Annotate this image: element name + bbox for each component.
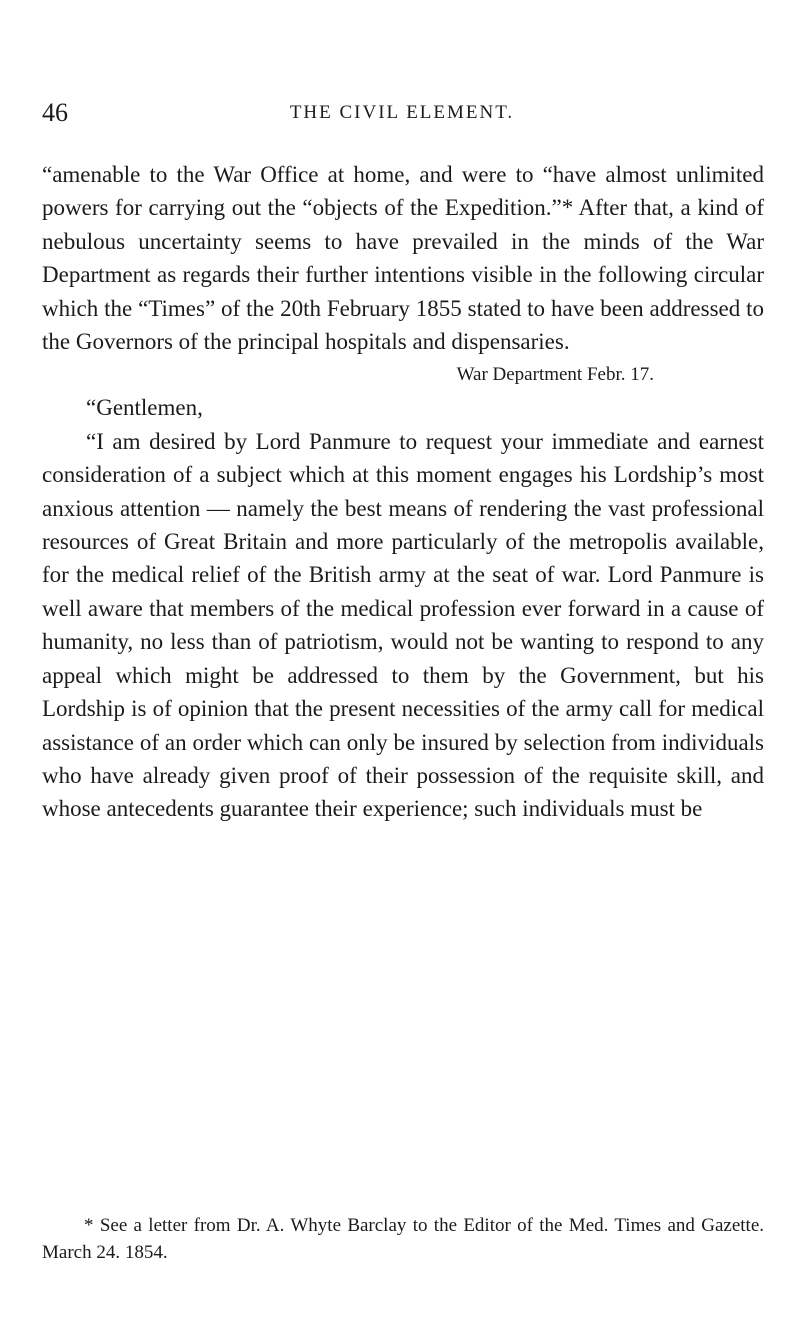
letter-salutation: “Gentlemen, [86, 395, 203, 421]
running-head [42, 98, 762, 138]
paragraph-opening: “amenable to the War Office at home, and were to “have almost unlimited powers for carrying out the “objects of the Expedition.”* After that, a kind of nebulous uncertainty seems to have prevailed in the minds of the War Department as regards their further intentions visible in the following circular which the “Times” of the 20th February 1855 stated to have been addressed to the Governors of the principal hospitals and dispensaries. [42, 162, 764, 355]
letter-body: “I am desired by Lord Panmure to request your immediate and earnest consideration of a subject which at this moment engages his Lordship’s most anxious attention — namely the best means of rendering the vast professional resources of Great Britain and more particularly of the metropolis available, for the medical relief of the British army at the seat of war. Lord Panmure is well aware that members of the medical profession ever forward in a cause of humanity, no less than of patriotism, would not be wanting to respond to any appeal which might be addressed to them by the Government, but his Lordship is of opinion that the present necessities of the army call for medical assistance of an order which can only be insured by selection from individuals who have already given proof of their possession of the requisite skill, and whose antecedents guarantee their experience; such individuals must be [42, 428, 764, 822]
page-number: 46 [42, 98, 68, 127]
running-title: THE CIVIL ELEMENT. [289, 102, 515, 123]
letter-dateline: War Department Febr. 17. [456, 364, 654, 386]
footnote [42, 1212, 764, 1266]
main-text [42, 158, 764, 826]
footnote-text: * See a letter from Dr. A. Whyte Barclay to the Editor of the Med. Times and Gazette. March 24. 1854. [42, 1215, 764, 1263]
